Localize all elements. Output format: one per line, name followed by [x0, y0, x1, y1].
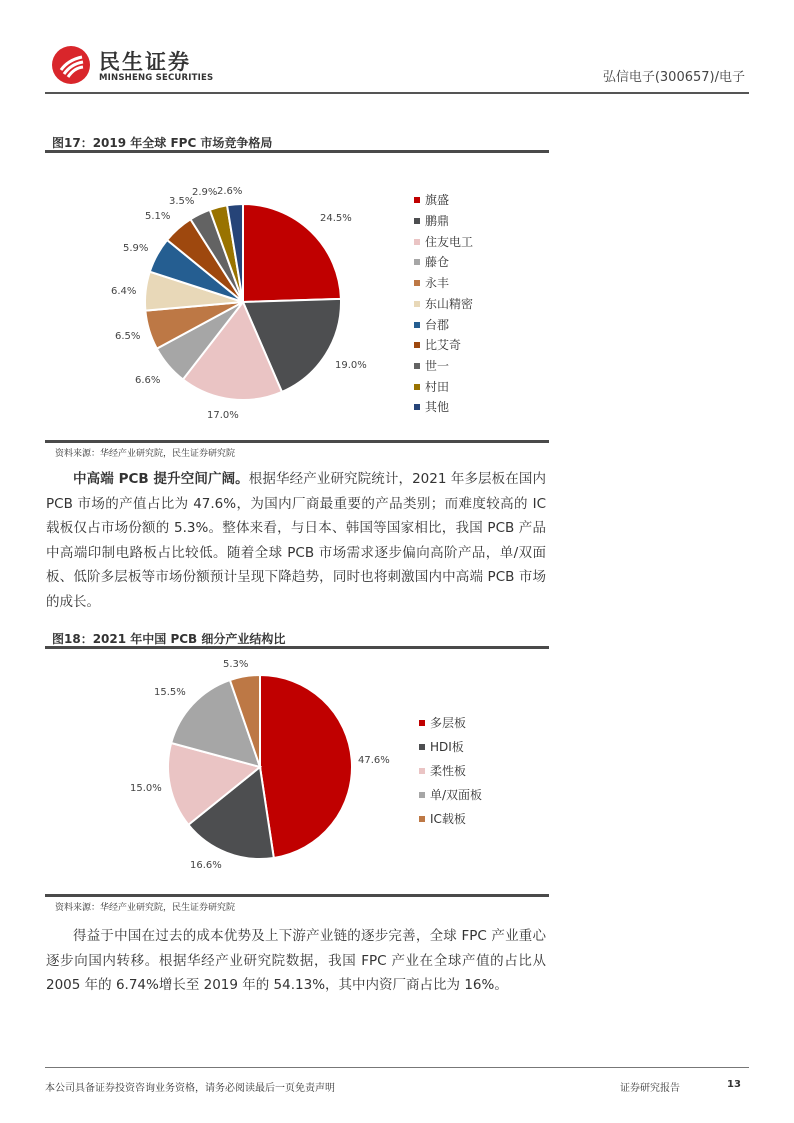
legend-item: 多层板 — [419, 714, 466, 731]
paragraph-pcb — [46, 467, 546, 614]
legend-item: 比艾奇 — [414, 336, 461, 353]
legend-swatch-icon — [414, 404, 420, 410]
legend-swatch-icon — [414, 301, 420, 307]
legend-swatch-icon — [419, 744, 425, 750]
pie1-label: 2.9% — [192, 187, 218, 198]
legend-item: 其他 — [414, 398, 449, 415]
pie1-label: 3.5% — [169, 196, 195, 207]
pie1-label: 6.4% — [111, 286, 137, 297]
footer-report-type: 证券研究报告 — [620, 1083, 680, 1094]
legend-item: 永丰 — [414, 274, 449, 291]
legend-item: 单/双面板 — [419, 786, 482, 803]
legend-item: 柔性板 — [419, 762, 466, 779]
legend-swatch-icon — [414, 259, 420, 265]
figure18-top-rule — [45, 646, 549, 649]
legend-swatch-icon — [414, 280, 420, 286]
pie2-label: 15.5% — [154, 687, 186, 698]
legend-item: IC载板 — [419, 810, 466, 827]
page-number: 13 — [727, 1079, 741, 1090]
legend-item: 住友电工 — [414, 233, 473, 250]
pie1-label: 2.6% — [217, 186, 243, 197]
stock-label: 弘信电子(300657)/电子 — [602, 70, 745, 85]
legend-swatch-icon — [414, 218, 420, 224]
legend-swatch-icon — [414, 322, 420, 328]
pie1-label: 5.1% — [145, 211, 171, 222]
figure18-bottom-rule — [45, 894, 549, 897]
pie2-label: 47.6% — [358, 755, 390, 766]
pie1-label: 6.6% — [135, 375, 161, 386]
figure18-source: 资料来源：华经产业研究院，民生证券研究院 — [55, 903, 236, 913]
legend-item: 台郡 — [414, 316, 449, 333]
paragraph-pcb-body: 根据华经产业研究院统计，2021 年多层板在国内 PCB 市场的产值占比为 47.6%，为国内厂商最重要的产品类别；而难度较高的 IC 载板仅占市场份额的 5.3%。整体来看，与日本、韩国等国家相比，我国 PCB 产品中高端印制电路板占比较低。随着全球 PCB 市场需求逐步偏向高阶产品，单/双面板、低阶多层板等市场份额预计呈现下降趋势，同时也将刺激国内中高端 PCB 市场的成长。 — [46, 471, 546, 610]
figure17-title: 图17：2019 年全球 FPC 市场竞争格局 — [52, 136, 273, 150]
paragraph-fpc: 得益于中国在过去的成本优势及上下游产业链的逐步完善，全球 FPC 产业重心逐步向国内转移。根据华经产业研究院数据，我国 FPC 产业在全球产值的占比从 2005 年的 6.74%增长至 2019 年的 54.13%，其中内资厂商占比为 16%。 — [46, 928, 546, 993]
legend-item: 藤仓 — [414, 253, 449, 270]
footer-disclaimer: 本公司具备证券投资咨询业务资格，请务必阅读最后一页免责声明 — [45, 1083, 335, 1094]
pie2-label: 15.0% — [130, 783, 162, 794]
legend-swatch-icon — [414, 342, 420, 348]
legend-item: 旗盛 — [414, 191, 449, 208]
legend-item: 村田 — [414, 378, 449, 395]
legend-swatch-icon — [414, 239, 420, 245]
legend-item: 世一 — [414, 357, 449, 374]
logo-text-en: MINSHENG SECURITIES — [99, 73, 214, 83]
legend-swatch-icon — [419, 792, 425, 798]
footer-divider — [45, 1067, 749, 1068]
legend-swatch-icon — [414, 197, 420, 203]
paragraph-pcb-heading: 中高端 PCB 提升空间广阔。 — [73, 471, 249, 487]
legend-item: HDI板 — [419, 738, 464, 755]
pie1-label: 19.0% — [335, 360, 367, 371]
figure18-title: 图18：2021 年中国 PCB 细分产业结构比 — [52, 632, 286, 646]
figure17-bottom-rule — [45, 440, 549, 443]
legend-swatch-icon — [414, 363, 420, 369]
pie1-label: 5.9% — [123, 243, 149, 254]
legend-swatch-icon — [419, 816, 425, 822]
pie2-label: 16.6% — [190, 860, 222, 871]
legend-swatch-icon — [419, 768, 425, 774]
pie1-label: 24.5% — [320, 213, 352, 224]
pie1-label: 6.5% — [115, 331, 141, 342]
legend-swatch-icon — [419, 720, 425, 726]
legend-swatch-icon — [414, 384, 420, 390]
legend-item: 东山精密 — [414, 295, 473, 312]
figure17-source: 资料来源：华经产业研究院，民生证券研究院 — [55, 449, 236, 459]
pie2-label: 5.3% — [223, 659, 249, 670]
logo-text-cn: 民生证券 — [99, 50, 191, 74]
legend-item: 鹏鼎 — [414, 212, 449, 229]
pie-slice — [260, 675, 352, 858]
pie1-label: 17.0% — [207, 410, 239, 421]
